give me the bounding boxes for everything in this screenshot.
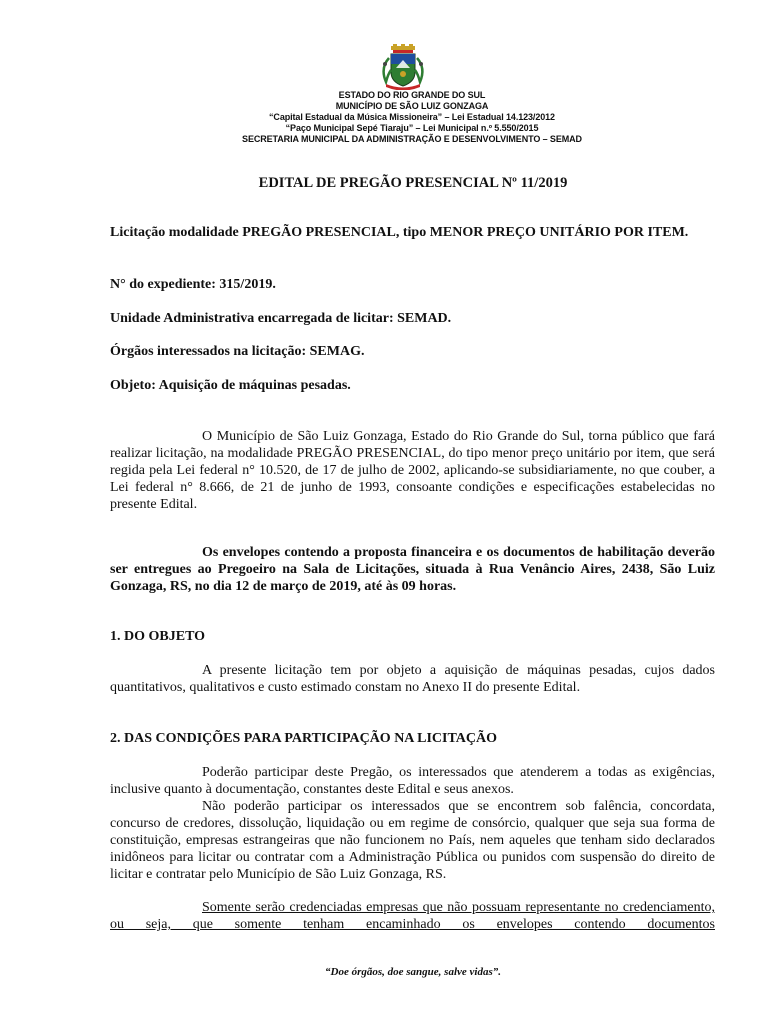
document-header [0,90,770,145]
licitacao-modalidade: Licitação modalidade PREGÃO PRESENCIAL, tipo MENOR PREÇO UNITÁRIO POR ITEM. [110,225,689,240]
footer-slogan: “Doe órgãos, doe sangue, salve vidas”. [325,966,501,978]
unidade-administrativa: Unidade Administrativa encarregada de licitar: SEMAD. [110,311,452,326]
municipal-coat-of-arms-icon [376,44,430,90]
section-1-heading: 1. DO OBJETO [110,629,206,644]
paragraph-municipio: O Município de São Luiz Gonzaga, Estado do Rio Grande do Sul, torna público que fará realizar licitação, na modalidade PREGÃO PRESENCIAL, do tipo menor preço unitário por item, que será regida pela Lei federal n° 10.520, de 17 de julho de 2002, aplicando-se subsidiariamente, no que couber, a Lei federal n° 8.666, de 21 de junho de 1993, consoante condições e especificações estabelecidas no presente Edital. [110,429,715,512]
paragraph-envelopes: Os envelopes contendo a proposta financeira e os documentos de habilitação deverão ser entregues ao Pregoeiro na Sala de Licitações, situada à Rua Venâncio Aires, 2438, São Luiz Gonzaga, RS, no dia 12 de março de 2019, até às 09 horas. [110,545,715,594]
section-2-heading: 2. DAS CONDIÇÕES PARA PARTICIPAÇÃO NA LICITAÇÃO [110,731,498,746]
header-paco-municipal: “Paço Municipal Sepé Tiaraju” – Lei Municipal n.º 5.550/2015 [285,123,539,133]
header-state: ESTADO DO RIO GRANDE DO SUL [338,90,486,100]
section-2-paragraph-2: Não poderão participar os interessados que se encontrem sob falência, concordata, concurso de credores, dissolução, liquidação ou em regime de consórcio, qualquer que seja sua forma de constituição, empresas estrangeiras que não funcionem no País, nem aqueles que tenham sido declarados inidôneos para licitar ou contratar com a Administração Pública ou punidos com suspensão do direito de licitar e contratar pelo Município de São Luiz Gonzaga, RS. [110,799,715,882]
numero-expediente: N° do expediente: 315/2019. [110,277,276,292]
orgaos-interessados: Órgãos interessados na licitação: SEMAG. [110,344,365,359]
header-capital-title: “Capital Estadual da Música Missioneira” – Lei Estadual 14.123/2012 [269,112,555,122]
section-2-paragraph-3: Somente serão credenciadas empresas que não possuam representante no credenciamento, ou seja, que somente tenham encaminhado os envelopes contendo documentos [110,900,715,932]
section-1-text: A presente licitação tem por objeto a aquisição de máquinas pesadas, cujos dados quantitativos, qualitativos e custo estimado constam no Anexo II do presente Edital. [110,663,715,695]
header-municipality: MUNICÍPIO DE SÃO LUIZ GONZAGA [335,101,489,111]
section-2-paragraph-1: Poderão participar deste Pregão, os interessados que atenderem a todas as exigências, inclusive quanto à documentação, constantes deste Edital e seus anexos. [110,765,715,797]
edital-title: EDITAL DE PREGÃO PRESENCIAL Nº 11/2019 [258,175,568,191]
header-secretaria: SECRETARIA MUNICIPAL DA ADMINISTRAÇÃO E DESENVOLVIMENTO – SEMAD [242,134,582,144]
objeto-line: Objeto: Aquisição de máquinas pesadas. [110,378,351,393]
